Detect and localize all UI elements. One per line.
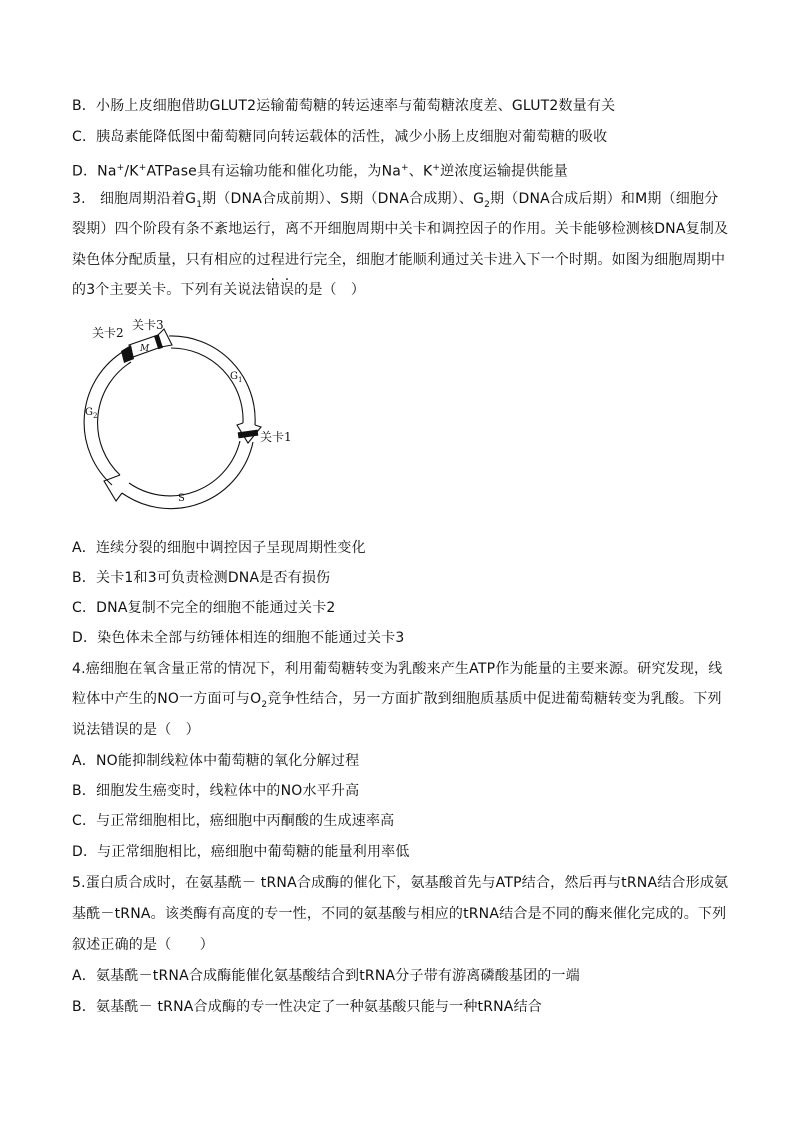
- text-run: ATPase具有运输功能和催化功能，为Na: [146, 163, 402, 180]
- q2-option-d: [72, 158, 568, 182]
- q3-stem-line1: [72, 189, 718, 215]
- subscript: 1: [196, 199, 203, 210]
- text-run: 的3个主要关卡。下列有关说法: [72, 282, 266, 298]
- cell-cycle-diagram: [72, 315, 312, 520]
- checkpoint2-marker: [121, 345, 134, 363]
- q5-stem-line2: 基酰－tRNA。该类酶有高度的专一性，不同的氨基酸与相应的tRNA结合是不同的酶来催化完成的。下列: [72, 906, 727, 922]
- text-run: 3. 细胞周期沿着G: [72, 191, 197, 207]
- g1-subscript: 1: [238, 376, 243, 384]
- q4-option-c: C．与正常细胞相比，癌细胞中丙酮酸的生成速率高: [72, 813, 395, 829]
- g1-arc-inner: [171, 348, 243, 423]
- text-run: 逆浓度运输提供能量: [440, 163, 568, 180]
- q4-option-a: A．NO能抑制线粒体中葡萄糖的氧化分解过程: [72, 753, 360, 769]
- q4-option-b: B．细胞发生癌变时，线粒体中的NO水平升高: [72, 783, 360, 799]
- text-run: 期（DNA合成前期）、S期（DNA合成期）、G: [202, 191, 485, 207]
- q2-option-b: B．小肠上皮细胞借助GLUT2运输葡萄糖的转运速率与葡萄糖浓度差、GLUT2数量有关: [72, 98, 616, 114]
- g1-letter: G: [230, 371, 238, 382]
- q3-option-a: A．连续分裂的细胞中调控因子呈现周期性变化: [72, 540, 366, 556]
- checkpoint1-label: 关卡1: [260, 430, 292, 444]
- q5-stem-line1: 5.蛋白质合成时，在氨基酰－ tRNA合成酶的催化下，氨基酸首先与ATP结合，然后再与tRNA结合形成氨: [72, 875, 729, 891]
- text-run: 的是（ ）: [294, 282, 366, 298]
- q3-option-c: C．DNA复制不完全的细胞不能通过关卡2: [72, 600, 336, 616]
- text-run: 竞争性结合，另一方面扩散到细胞质基质中促进葡萄糖转变为乳酸。下列: [267, 691, 722, 707]
- q2-option-c: C．胰岛素能降低图中葡萄糖同向转运载体的活性，减少小肠上皮细胞对葡萄糖的吸收: [72, 129, 608, 145]
- g2-subscript: 2: [93, 412, 98, 420]
- q4-stem-line1: 4.癌细胞在氧含量正常的情况下，利用葡萄糖转变为乳酸来产生ATP作为能量的主要来源。研究发现，线: [72, 661, 723, 677]
- superscript: +: [432, 163, 441, 173]
- g2-arc-outer: [84, 351, 124, 485]
- checkpoint2-label: 关卡2: [92, 326, 124, 340]
- g2-phase-label: [85, 407, 97, 420]
- q3-option-b: B．关卡1和3可负责检测DNA是否有损伤: [72, 570, 331, 586]
- emphasis-char: 误: [279, 282, 295, 298]
- checkpoint3-label: 关卡3: [132, 318, 164, 332]
- m-phase-label: M: [140, 344, 150, 354]
- q3-stem-line3: 染色体分配质量，只有相应的过程进行完全，细胞才能顺利通过关卡进入下一个时期。如图为细胞周期中: [72, 252, 726, 268]
- q3-stem-line2: 裂期）四个阶段有条不紊地运行，离不开细胞周期中关卡和调控因子的作用。关卡能够检测核DNA复制及: [72, 221, 729, 237]
- text-run: 、K: [408, 163, 433, 180]
- superscript: +: [116, 163, 125, 173]
- text-run: 期（DNA合成后期）和M期（细胞分: [490, 191, 719, 207]
- subscript: 2: [484, 199, 491, 210]
- q4-stem-line2: [72, 689, 722, 715]
- s-arc-outer: [122, 442, 253, 509]
- q5-stem-line3: 叙述正确的是（ ）: [72, 937, 214, 953]
- text-run: 粒体中产生的NO一方面可与O: [72, 691, 262, 707]
- s-arc-inner: [129, 441, 240, 496]
- emphasis-char: 错: [265, 282, 280, 298]
- text-run: /K: [124, 163, 139, 180]
- checkpoint3-marker: [154, 334, 163, 349]
- g2-arc-inner: [98, 362, 131, 475]
- q5-option-b: B．氨基酰－ tRNA合成酶的专一性决定了一种氨基酸只能与一种tRNA结合: [72, 999, 542, 1015]
- q5-option-a: A．氨基酰－tRNA合成酶能催化氨基酸结合到tRNA分子带有游离磷酸基团的一端: [72, 968, 580, 984]
- q3-stem-line4: [72, 280, 365, 300]
- s-phase-label: S: [178, 493, 185, 504]
- q4-option-d: D．与正常细胞相比，癌细胞中葡萄糖的能量利用率低: [72, 844, 410, 860]
- superscript: +: [401, 163, 409, 173]
- q3-option-d: D．染色体未全部与纺锤体相连的细胞不能通过关卡3: [72, 630, 405, 646]
- text-run: D．Na: [72, 163, 117, 180]
- g2-letter: G: [85, 407, 93, 418]
- q4-stem-line3: 说法错误的是（ ）: [72, 722, 200, 738]
- arrow-head-s: [104, 475, 122, 501]
- superscript: +: [138, 163, 147, 173]
- subscript: 2: [261, 699, 268, 710]
